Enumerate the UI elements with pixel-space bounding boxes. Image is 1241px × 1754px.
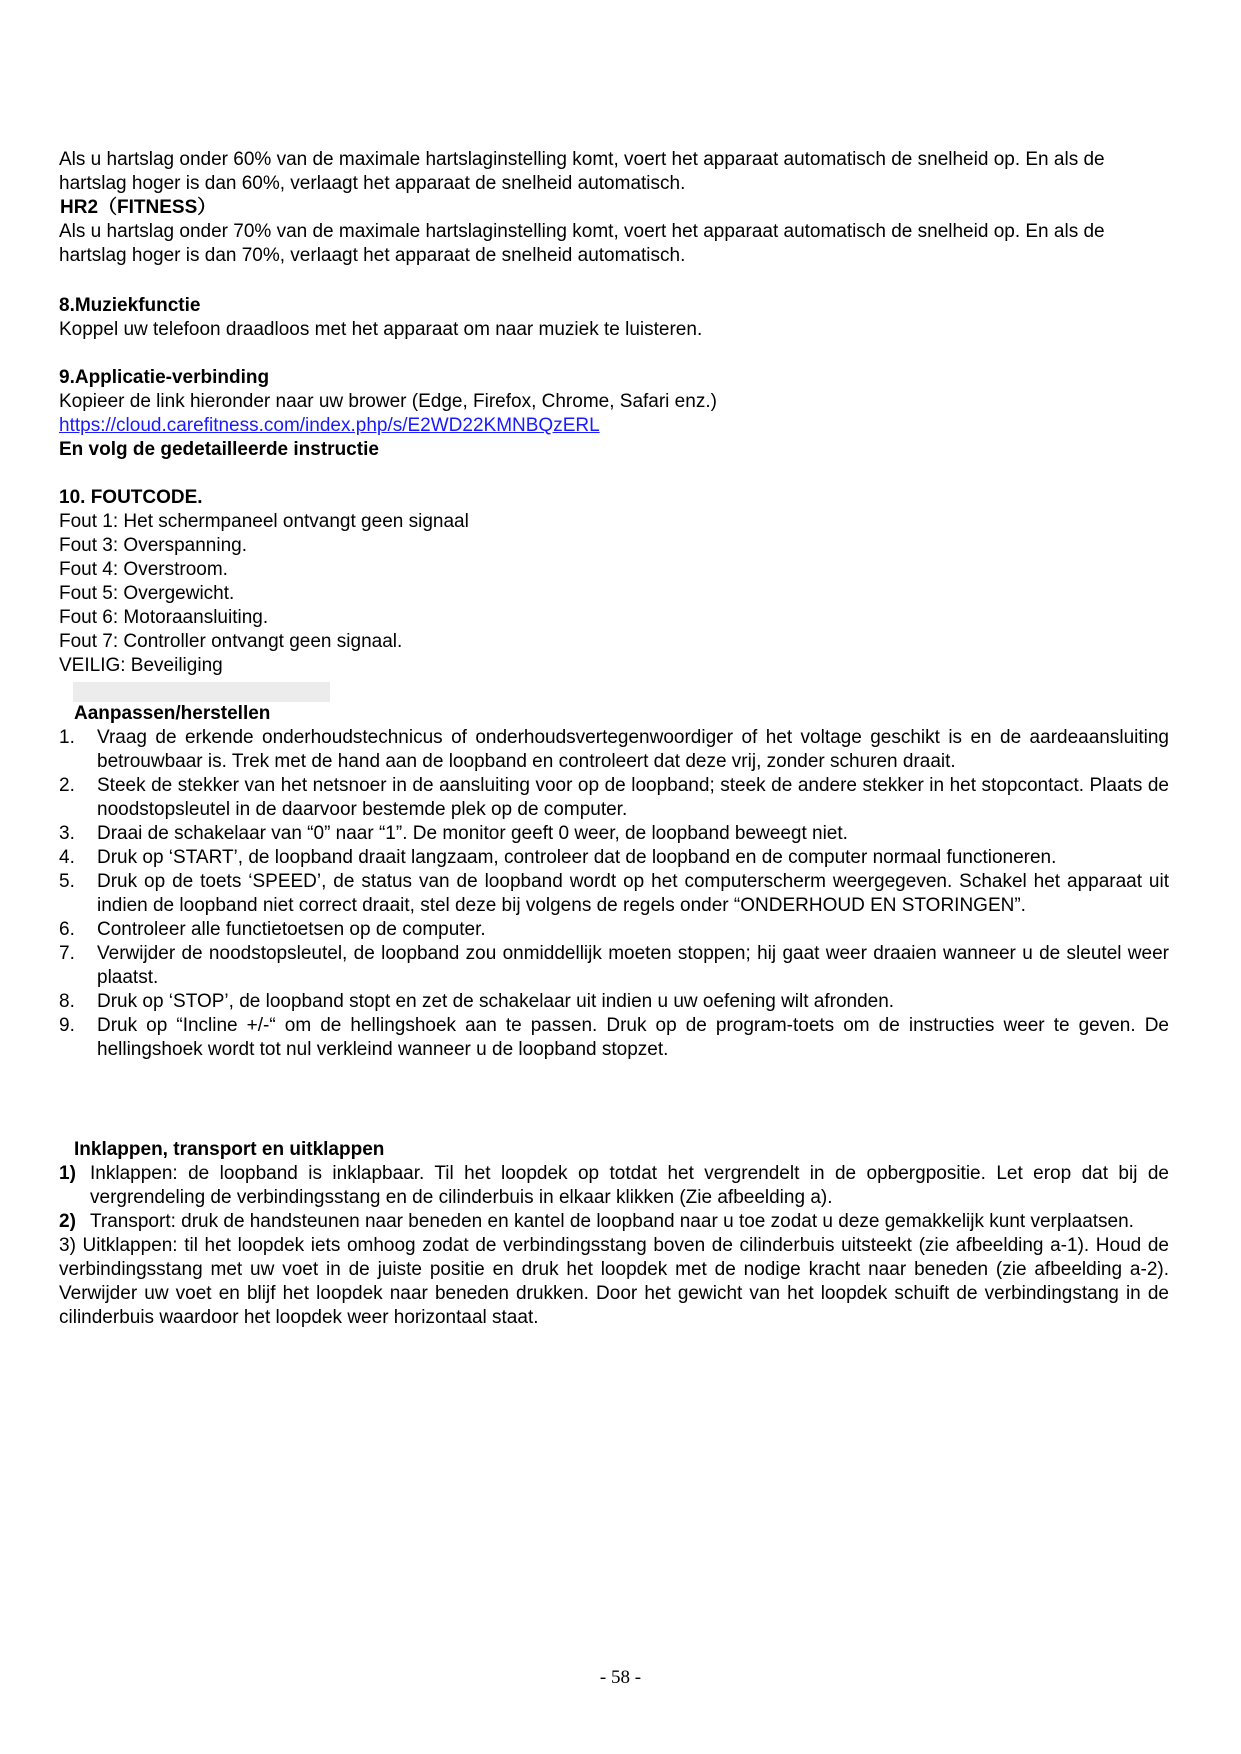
item-number: 3.	[59, 823, 75, 844]
item-text: Draai de schakelaar van “0” naar “1”. De monitor geeft 0 weer, de loopband beweegt niet.	[97, 823, 848, 844]
item-number: 1)	[59, 1163, 76, 1184]
item-text: Steek de stekker van het netsnoer in de aansluiting voor op de loopband; steek de andere stekker in het stopcontact. Plaats de noodstopsleutel in de daarvoor bestemde plek op de computer.	[97, 775, 1169, 820]
item-text: Inklappen: de loopband is inklapbaar. Til het loopdek op totdat het vergrendelt in de opbergpositie. Let erop dat bij de vergrendeling de verbindingsstang en de cilinderbuis in elkaar klikken (Zie afbeelding a).	[90, 1163, 1169, 1208]
list-item	[59, 846, 1169, 870]
list-item	[59, 774, 1169, 822]
list-item	[59, 942, 1169, 990]
fold-section	[59, 1138, 1169, 1330]
music-heading: 8.Muziekfunctie	[59, 295, 201, 316]
app-link[interactable]: https://cloud.carefitness.com/index.php/s/E2WD22KMNBQzERL	[59, 415, 600, 436]
error-item: Fout 7: Controller ontvangt geen signaal.	[59, 631, 403, 652]
fold-heading: Inklappen, transport en uitklappen	[74, 1139, 385, 1160]
fold-item-3: 3) Uitklappen: til het loopdek iets omhoog zodat de verbindingsstang boven de cilinderbuis uitsteekt (zie afbeelding a-1). Houd de verbindingsstang met uw voet in de juiste positie en druk het loopdek met de nodige kracht naar beneden (zie afbeelding a-2). Verwijder uw voet en blijf het loopdek naar beneden drukken. Door het gewicht van het loopdek schuift de verbindingstang in de cilinderbuis waardoor het loopdek weer horizontaal staat.	[59, 1235, 1169, 1328]
item-text: Druk op “Incline +/-“ om de hellingshoek aan te passen. Druk op de program-toets om de instructies weer te geven. De hellingshoek wordt tot nul verkleind wanneer u de loopband stopzet.	[97, 1015, 1169, 1060]
item-text: Druk op de toets ‘SPEED’, de status van de loopband wordt op het computerscherm weergegeven. Schakel het apparaat uit indien de loopband niet correct draait, stel deze bij volgens de regels onder “ONDERHOUD EN STORINGEN”.	[97, 871, 1169, 916]
item-text: Controleer alle functietoetsen op de computer.	[97, 919, 486, 940]
item-number: 9.	[59, 1015, 75, 1036]
music-section	[59, 294, 1169, 342]
error-item: Fout 1: Het schermpaneel ontvangt geen signaal	[59, 511, 469, 532]
item-text: Druk op ‘STOP’, de loopband stopt en zet de schakelaar uit indien u uw oefening wilt afronden.	[97, 991, 895, 1012]
error-item: Fout 6: Motoraansluiting.	[59, 607, 269, 628]
item-number: 6.	[59, 919, 75, 940]
item-text: Druk op ‘START’, de loopband draait langzaam, controleer dat de loopband en de computer normaal functioneren.	[97, 847, 1057, 868]
app-follow: En volg de gedetailleerde instructie	[59, 439, 379, 460]
music-text: Koppel uw telefoon draadloos met het apparaat om naar muziek te luisteren.	[59, 319, 703, 340]
item-number: 8.	[59, 991, 75, 1012]
list-item	[59, 822, 1169, 846]
list-item	[59, 918, 1169, 942]
item-number: 2)	[59, 1211, 76, 1232]
adjust-heading: Aanpassen/herstellen	[74, 703, 271, 724]
error-item: Fout 5: Overgewicht.	[59, 583, 235, 604]
item-number: 4.	[59, 847, 75, 868]
hr2-section	[59, 196, 1169, 268]
item-text: Vraag de erkende onderhoudstechnicus of onderhoudsvertegenwoordiger of het voltage geschikt is en de aardeaansluiting betrouwbaar is. Trek met de hand aan de loopband en controleert dat deze vrij, zonder schuren draait.	[97, 727, 1169, 772]
list-item	[59, 1162, 1169, 1210]
list-item	[59, 870, 1169, 918]
item-number: 5.	[59, 871, 75, 892]
item-number: 2.	[59, 775, 75, 796]
error-item: Fout 3: Overspanning.	[59, 535, 247, 556]
error-item: Fout 4: Overstroom.	[59, 559, 228, 580]
adjust-section	[59, 702, 1169, 1062]
app-text: Kopieer de link hieronder naar uw brower (Edge, Firefox, Chrome, Safari enz.)	[59, 391, 717, 412]
error-heading: 10. FOUTCODE.	[59, 487, 203, 508]
error-section	[59, 486, 1169, 678]
hr1-text: Als u hartslag onder 60% van de maximale hartslaginstelling komt, voert het apparaat automatisch de snelheid op. En als de hartslag hoger is dan 60%, verlaagt het apparaat de snelheid automatisch.	[59, 149, 1105, 194]
list-item	[59, 1014, 1169, 1062]
item-text: Transport: druk de handsteunen naar beneden en kantel de loopband naar u toe zodat u deze gemakkelijk kunt verplaatsen.	[90, 1211, 1134, 1232]
hr2-heading: HR2（FITNESS）	[60, 197, 217, 218]
item-number: 7.	[59, 943, 75, 964]
app-section	[59, 366, 1169, 462]
hr2-text: Als u hartslag onder 70% van de maximale hartslaginstelling komt, voert het apparaat automatisch de snelheid op. En als de hartslag hoger is dan 70%, verlaagt het apparaat de snelheid automatisch.	[59, 221, 1105, 266]
hr1-section	[59, 148, 1169, 196]
error-item: VEILIG: Beveiliging	[59, 655, 223, 676]
list-item	[59, 1210, 1169, 1234]
item-text: Verwijder de noodstopsleutel, de loopband zou onmiddellijk moeten stoppen; hij gaat weer draaien wanneer u de sleutel weer plaatst.	[97, 943, 1169, 988]
list-item	[59, 726, 1169, 774]
item-number: 1.	[59, 727, 75, 748]
list-item	[59, 990, 1169, 1014]
page-number: - 58 -	[599, 1667, 642, 1688]
app-heading: 9.Applicatie-verbinding	[59, 367, 270, 388]
highlight-divider	[73, 682, 330, 702]
